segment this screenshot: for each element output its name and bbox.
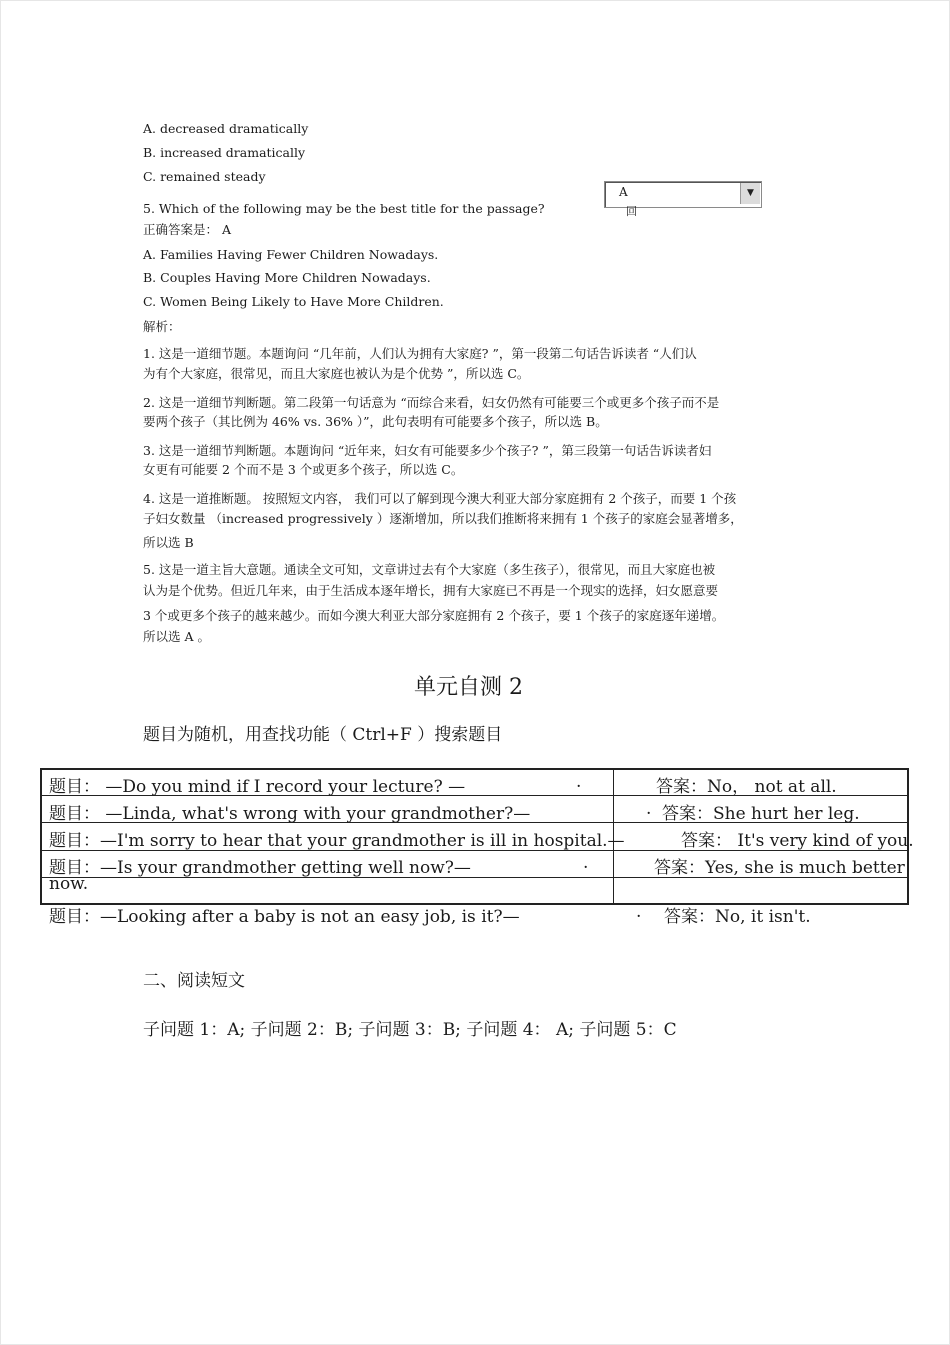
answer-select-value: A	[619, 185, 628, 199]
table-row-question: 题目：—I'm sorry to hear that your grandmother is ill in hospital.—	[49, 831, 625, 851]
analysis-line: 所以选 A 。	[143, 629, 210, 644]
analysis-line: 女更有可能要 2 个而不是 3 个或更多个孩子，所以选 C。	[143, 462, 464, 477]
analysis-line: 3. 这是一道细节判断题。本题询问 “近年来，妇女有可能要多少个孩子? ”，第三段第一句话告诉读者妇	[143, 443, 712, 458]
table-row-answer: 答案：She hurt her leg.	[662, 804, 860, 824]
reading-heading: 二、阅读短文	[143, 971, 245, 991]
analysis-line: 为有个大家庭，很常见，而且大家庭也被认为是个优势 ”，所以选 C。	[143, 366, 530, 381]
q4-option-c: C. remained steady	[143, 169, 266, 184]
table-row-question: now.	[49, 874, 89, 894]
q5-prompt: 5. Which of the following may be the best title for the passage?	[143, 201, 545, 216]
table-row-question: 题目：—Looking after a baby is not an easy job, is it?—	[49, 907, 520, 927]
dropdown-under-glyph: 回	[626, 205, 637, 218]
analysis-line: 认为是个优势。但近几年来，由于生活成本逐年增长，拥有大家庭已不再是一个现实的选择，妇女愿意要	[143, 583, 719, 598]
analysis-line: 4. 这是一道推断题。 按照短文内容， 我们可以了解到现今澳大利亚大部分家庭拥有 2 个孩子，而要 1 个孩	[143, 491, 737, 506]
table-row-blank: .	[646, 799, 652, 819]
q5-option-a: A. Families Having Fewer Children Nowadays.	[143, 247, 439, 262]
analysis-line: 子妇女数量 （increased progressively ）逐渐增加，所以我们推断将来拥有 1 个孩子的家庭会显著增多，	[143, 511, 743, 526]
analysis-line: 1. 这是一道细节题。本题询问 “几年前，人们认为拥有大家庭? ”，第一段第二句话告诉读者 “人们认	[143, 346, 697, 361]
reading-answers: 子问题 1：A; 子问题 2：B; 子问题 3：B; 子问题 4： A; 子问题 5：C	[143, 1020, 677, 1040]
table-row-blank: .	[583, 853, 589, 873]
q5-option-b: B. Couples Having More Children Nowadays.	[143, 270, 431, 285]
q4-option-a: A. decreased dramatically	[143, 121, 309, 136]
table-row-answer: 答案：No， not at all.	[656, 777, 837, 797]
section-title: 单元自测 2	[414, 675, 523, 700]
table-row-question: 题目：—Is your grandmother getting well now?—	[49, 858, 471, 878]
chevron-down-icon[interactable]: ▼	[740, 183, 760, 204]
table-row-answer: 答案： It's very kind of you.	[681, 831, 914, 851]
table-row-question: 题目： —Linda, what's wrong with your grandmother?—	[49, 804, 531, 824]
table-row-blank: .	[636, 902, 642, 922]
table-row-blank: .	[576, 772, 582, 792]
analysis-line: 5. 这是一道主旨大意题。通读全文可知，文章讲过去有个大家庭（多生孩子），很常见，而且大家庭也被	[143, 562, 716, 577]
q5-correct-answer: 正确答案是： A	[143, 222, 232, 237]
table-row-answer: 答案：Yes, she is much better	[654, 858, 905, 878]
q5-option-c: C. Women Being Likely to Have More Children.	[143, 294, 444, 309]
analysis-line: 3 个或更多个孩子的越来越少。而如今澳大利亚大部分家庭拥有 2 个孩子，要 1 个孩子的家庭逐年递增。	[143, 608, 725, 623]
q4-option-b: B. increased dramatically	[143, 145, 306, 160]
search-hint: 题目为随机，用查找功能（ Ctrl+F ）搜索题目	[143, 725, 503, 745]
table-row-question: 题目： —Do you mind if I record your lecture? —	[49, 777, 466, 797]
analysis-line: 要两个孩子（其比例为 46% vs. 36% ）”，此句表明有可能要多个孩子，所以选 B。	[143, 414, 608, 429]
analysis-heading: 解析：	[143, 319, 181, 334]
table-row-answer: 答案：No, it isn't.	[664, 907, 811, 927]
analysis-line: 所以选 B	[143, 535, 194, 550]
analysis-line: 2. 这是一道细节判断题。第二段第一句话意为 “而综合来看，妇女仍然有可能要三个或更多个孩子而不是	[143, 395, 720, 410]
